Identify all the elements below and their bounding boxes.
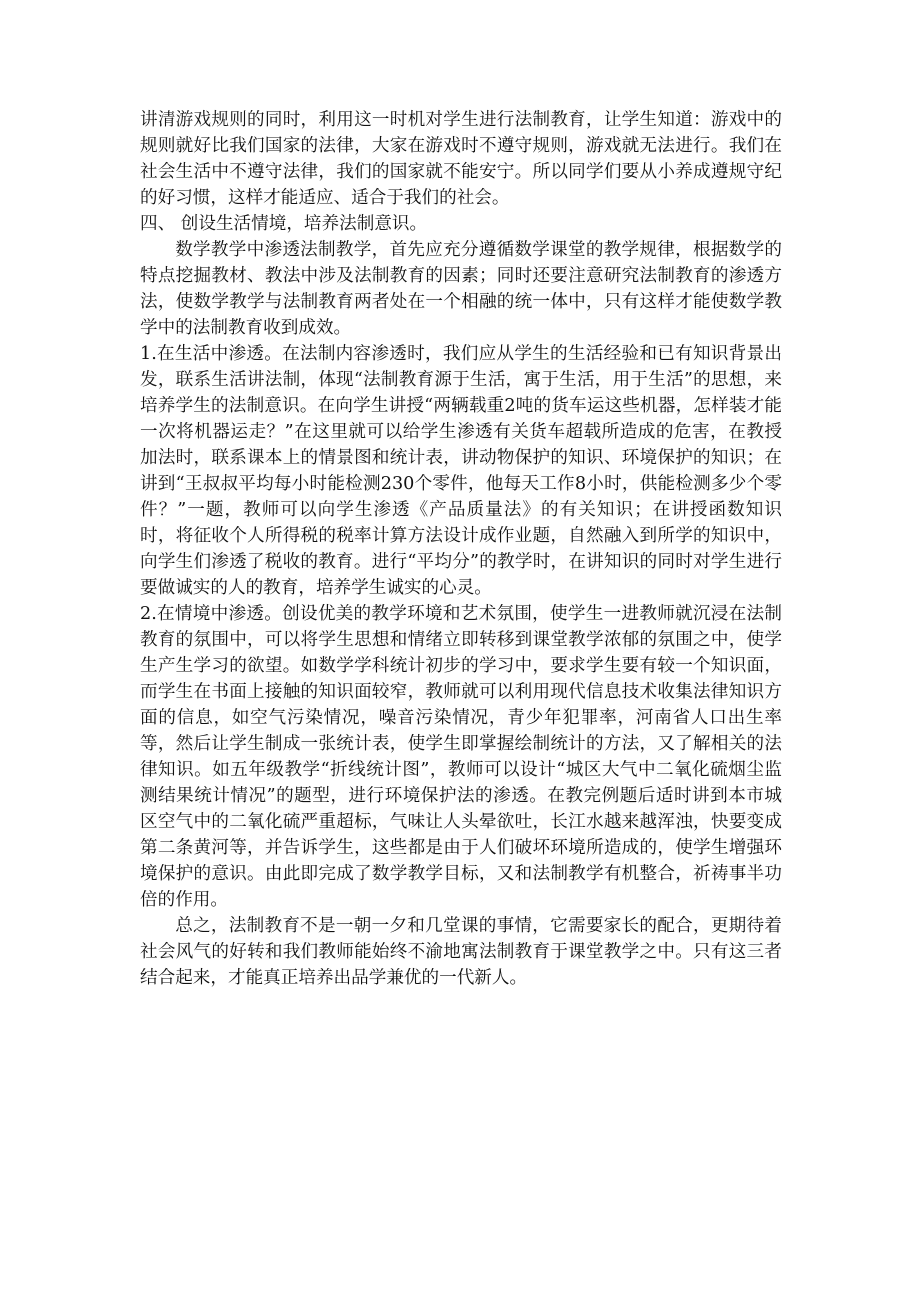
section-heading-four: 四、 创设生活情境，培养法制意识。 xyxy=(140,214,428,234)
paragraph-conclusion: 总之，法制教育不是一朝一夕和几堂课的事情，它需要家长的配合，更期待着社会风气的好转和我们教师能始终不渝地寓法制教育于课堂教学之中。只有这三者结合起来，才能真正培养出品学兼优的一代新人。 xyxy=(140,916,782,988)
document-body xyxy=(140,107,782,991)
paragraph-situation-integration: 2.在情境中渗透。创设优美的教学环境和艺术氛围，使学生一进教师就沉浸在法制教育的氛围中，可以将学生思想和情绪立即转移到课堂教学浓郁的氛围之中，使学生产生学习的欲望。如数学学科统计初步的学习中，要求学生要有较一个知识面，而学生在书面上接触的知识面较窄，教师就可以利用现代信息技术收集法律知识方面的信息，如空气污染情况，噪音污染情况，青少年犯罪率，河南省人口出生率等，然后让学生制成一张统计表，使学生即掌握绘制统计的方法，又了解相关的法律知识。如五年级教学“折线统计图”，教师可以设计“城区大气中二氧化硫烟尘监测结果统计情况”的题型，进行环境保护法的渗透。在教完例题后适时讲到本市城区空气中的二氧化硫严重超标，气味让人头晕欲吐，长江水越来越浑浊，快要变成第二条黄河等，并告诉学生，这些都是由于人们破坏环境所造成的，使学生增强环境保护的意识。由此即完成了数学教学目标，又和法制教学有机整合，祈祷事半功倍的作用。 xyxy=(140,604,782,910)
paragraph-life-integration: 1.在生活中渗透。在法制内容渗透时，我们应从学生的生活经验和已有知识背景出发，联系生活讲法制，体现“法制教育源于生活，寓于生活，用于生活”的思想，来培养学生的法制意识。在向学生讲授“两辆载重2吨的货车运这些机器，怎样装才能一次将机器运走？”在这里就可以给学生渗透有关货车超载所造成的危害，在教授加法时，联系课本上的情景图和统计表，讲动物保护的知识、环境保护的知识；在讲到“王叔叔平均每小时能检测230个零件，他每天工作8小时，供能检测多少个零件？”一题，教师可以向学生渗透《产品质量法》的有关知识；在讲授函数知识时，将征收个人所得税的税率计算方法设计成作业题，自然融入到所学的知识中，向学生们渗透了税收的教育。进行“平均分”的教学时，在讲知识的同时对学生进行要做诚实的人的教育，培养学生诚实的心灵。 xyxy=(140,344,782,598)
paragraph-math-teaching: 数学教学中渗透法制教学，首先应充分遵循数学课堂的教学规律，根据数学的特点挖掘教材、教法中涉及法制教育的因素；同时还要注意研究法制教育的渗透方法，使数学教学与法制教育两者处在一个相融的统一体中，只有这样才能使数学教学中的法制教育收到成效。 xyxy=(140,240,782,338)
paragraph-game-rules: 讲清游戏规则的同时，利用这一时机对学生进行法制教育，让学生知道：游戏中的规则就好比我们国家的法律，大家在游戏时不遵守规则，游戏就无法进行。我们在社会生活中不遵守法律，我们的国家就不能安宁。所以同学们要从小养成遵规守纪的好习惯，这样才能适应、适合于我们的社会。 xyxy=(140,110,782,208)
